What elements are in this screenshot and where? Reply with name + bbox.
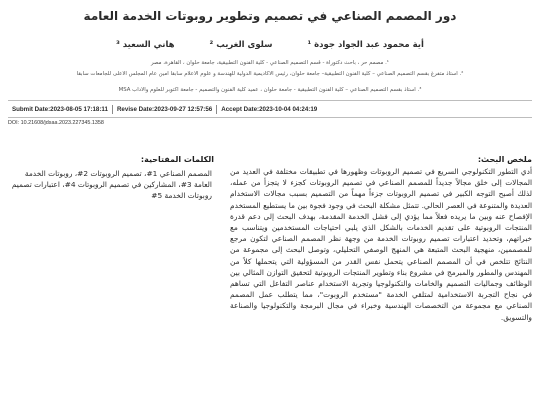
dates-bar [8,100,532,118]
doi-link[interactable]: DOI: 10.21608/jdsaa.2023.227345.1358 [8,120,104,126]
submit-date: Submit Date:2023-08-05 17:18:11 [12,105,108,113]
author-name: سلوى الغريب ² [209,40,273,50]
affiliation: ¹. مصمم حر ، باحث دكتوراة - قسم التصميم الصناعي - كلية الفنون التطبيقية، جامعة حلوان ، القاهرة، مصر [151,60,389,66]
accept-date: Accept Date:2023-10-04 04:24:19 [221,105,318,113]
author-name: هاني السعيد ³ [116,40,175,50]
keywords-text: المصمم الصناعي 1#، تصميم الروبوتات 2#، روبوتات الخدمة العامة 3#، المشاركين في تصميم الروبوتات 4#، اعتبارات تصميم روبوتات الخدمة 5# [11,169,212,200]
abstract-heading: ملخص البحث: [477,155,532,164]
revise-date: Revise Date:2023-09-27 12:57:56 [116,105,213,113]
author-list [60,40,480,50]
affiliation: ³. أستاذ بقسم التصميم الصناعي – كلية الفنون التطبيقية - جامعة حلوان ، عميد كلية الفنون والتصميم - جامعة أكتوبر للعلوم والآداب MSA [118,87,422,93]
affiliation: ². أستاذ متفرغ بقسم التصميم الصناعي – كلية الفنون التطبيقية– جامعة حلوان، رئيس الأكاديمية الدولية للهندسة و علوم الاعلام سابقا أمين عام المجلس الأعلى للجامعات سابقا [76,71,464,77]
keywords-heading: الكلمات المفتاحية: [140,155,214,164]
author-name: أية محمود عبد الجواد جودة ¹ [307,40,424,50]
abstract-text: أدي التطور التكنولوجي السريع في تصميم الروبوتات وظهورها في تطبيقات مختلفة في العديد من المجالات إلى خلق مجالاً جديداً للمصمم الصناعي في تصميم الروبوتات كجزء لا يتجزأ من عمله، لذلك أصبح التوجه الكبير في تصميم الروبوتات جزءاً مهماً من التصميم بسبب مجالات الاستخدام العديدة والمتنوعة في العصر الحالي. تتمثل مشكلة البحث في وجود فجوة بين ما يستطيع المستخدم الإفصاح عنه وبين ما يريده فعلاً مما يؤدي إلى فشل الخدمة المقدمة، بهدف البحث إلى دعم قدرة المنتجات الروبوتية على تقديم الخدمات بالشكل الذي يلبي احتياجات المستخدمين ويتناسب مع خبراتهم، وتحديد اعتبارات تصميم روبوتات الخدمة من وجهة نظر المصمم الصناعي لتكون مرجع للمصممين، منهجية البحث المتبعة هي المنهج الوصفي التحليلي، وتوصل البحث إلى مجموعة من النتائج تتلخص في أن المصمم الصناعي يتحمل نفس القدر من المسؤولية التي يتحملها كلاً من المهندس والمطور والمبرمج في مشروع بناء وتطوير المنتجات الروبوتية لتحقيق التوازن المثالي بين الوظائف وجماليات التصميم والخامات والتكنولوجيا وتجربة الاستخدام عناصر التفاعل التي تساهم في نجاح التجربة الاستخدامية لمتلقي الخدمة "مستخدم الروبوت"، مما يتطلب عمل المصمم الصناعي مع مجموعة من التخصصات الهندسية وخبراء في مجال البرمجة والتكنولوجيا والصناعة والتسويق. [230,167,532,322]
paper-title: دور المصمم الصناعي في تصميم وتطوير روبوتات الخدمة العامة [83,9,457,23]
